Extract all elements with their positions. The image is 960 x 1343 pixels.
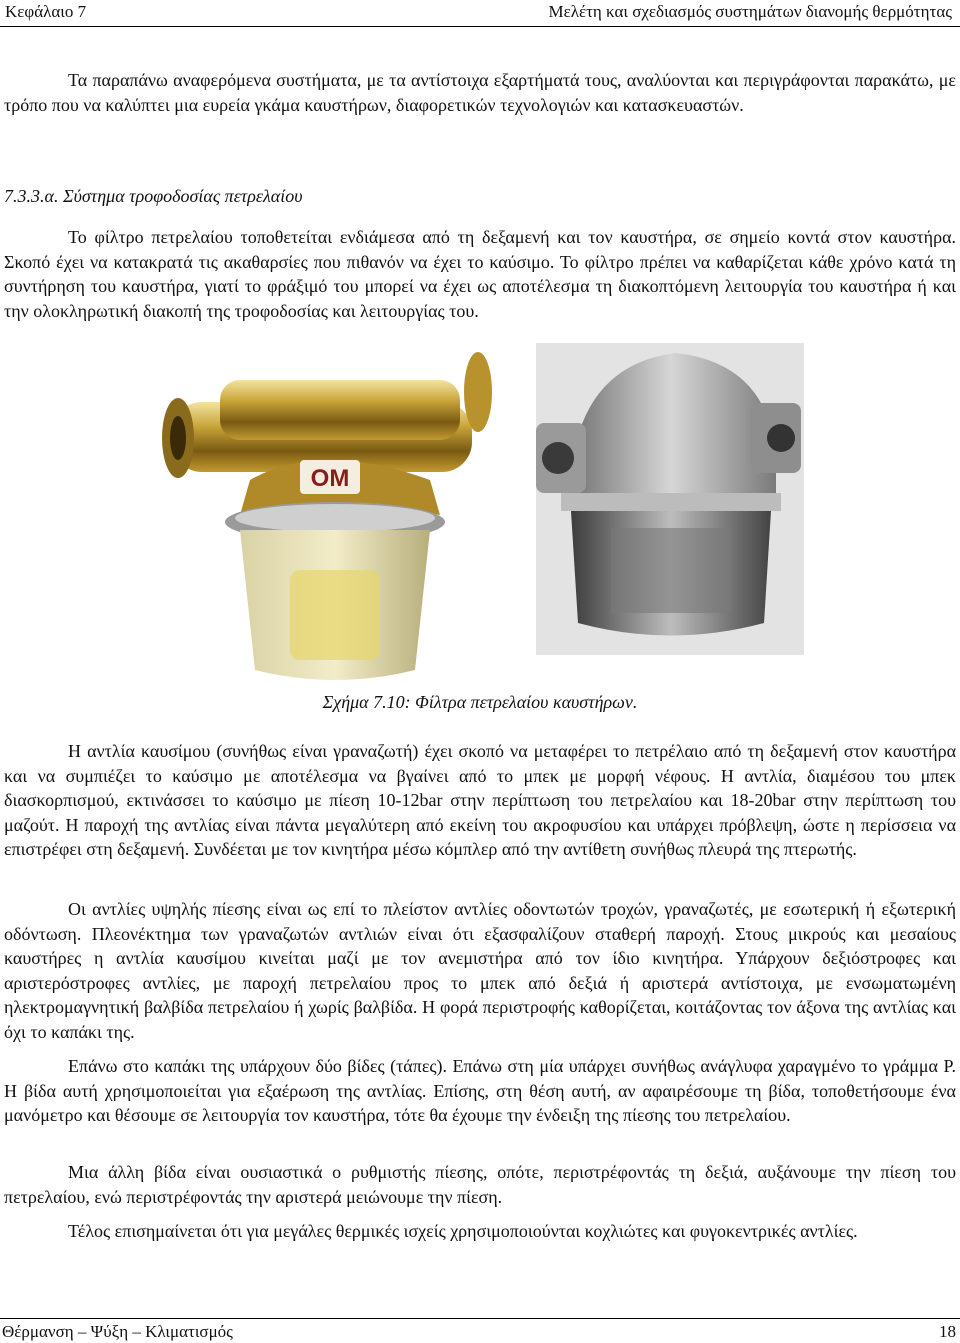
section-title: Σύστημα τροφοδοσίας πετρελαίου xyxy=(62,186,303,206)
page-header xyxy=(5,2,952,24)
section-number: 7.3.3.α. xyxy=(4,186,59,206)
pressure-regulator-paragraph: Μια άλλη βίδα είναι ουσιαστικά ο ρυθμιστής πίεσης, οπότε, περιστρέφοντάς τη δεξιά, αυξάνουμε την πίεση του πετρελαίου, ενώ περιστρέφοντάς την αριστερά μειώνουμε την πίεση. xyxy=(4,1162,956,1207)
chapter-label: Κεφάλαιο 7 xyxy=(5,2,87,21)
filter-logo: OM xyxy=(310,465,350,492)
header-divider xyxy=(0,26,960,27)
running-title: Μελέτη και σχεδιασμός συστημάτων διανομής θερμότητας xyxy=(548,2,952,21)
filter-paragraph: Το φίλτρο πετρελαίου τοποθετείται ενδιάμεσα από τη δεξαμενή και τον καυστήρα, σε σημείο κοντά στον καυστήρα. Σκοπό έχει να κατακρατά τις ακαθαρσίες που πιθανόν να έχει το καύσιμο. Το φίλτρο πρέπει να καθαρίζεται κάθε χρόνο κατά τη συντήρηση του καυστήρα, γιατί το φράξιμό του μπορεί να έχει ως αποτέλεσμα τη διακοπτόμενη λειτουργία του καυστήρα ή και την ολοκληρωτική διακοπή της τροφοδοσίας και λειτουργίας του. xyxy=(4,227,956,321)
figure-caption-text: : Φίλτρα πετρελαίου καυστήρων. xyxy=(404,692,638,712)
pump-types-paragraph: Οι αντλίες υψηλής πίεσης είναι ως επί το πλείστον αντλίες οδοντωτών τροχών, γραναζωτές, με εσωτερική ή εξωτερική οδόντωση. Πλεονέκτημα των γραναζωτών αντλιών είναι ότι εξασφαλίζουν σταθερή παροχή. Στους μικρούς και μεσαίους καυστήρες η αντλία καυσίμου κινείται μαζί με τον ανεμιστήρα από τον ίδιο κινητήρα. Υπάρχουν δεξιόστροφες και αριστερόστροφες αντλίες, με παροχή πετρελαίου προς το μπεκ από δεξιά ή αριστερά αντίστοιχα, με ενσωματωμένη ηλεκτρομαγνητική βαλβίδα πετρελαίου ή χωρίς βαλβίδα. Η φορά περιστροφής καθορίζεται, κοιτάζοντας τον άξονα της αντλίας και όχι το καπάκι της. xyxy=(4,899,956,1042)
figure-caption xyxy=(0,692,960,713)
brass-oil-filter-photo xyxy=(160,340,495,685)
grey-oil-filter-photo xyxy=(536,343,804,655)
page-number: 18 xyxy=(939,1322,956,1341)
section-heading xyxy=(4,186,302,207)
page-footer xyxy=(2,1322,956,1342)
footer-divider xyxy=(0,1318,960,1319)
figure-label: Σχήμα 7.10 xyxy=(322,692,405,712)
closing-paragraph: Τέλος επισημαίνεται ότι για μεγάλες θερμικές ισχείς χρησιμοποιούνται κοχλιώτες και φυγοκεντρικές αντλίες. xyxy=(68,1221,858,1241)
pump-paragraph: Η αντλία καυσίμου (συνήθως είναι γραναζωτή) έχει σκοπό να μεταφέρει το πετρέλαιο από τη δεξαμενή στον καυστήρα και να συμπιέζει το καύσιμο με αποτέλεσμα να βγαίνει από το μπεκ με μορφή νέφους. Η αντλία, διαμέσου του μπεκ διασκορπισμού, εκτινάσσει το καύσιμο με πίεση 10-12bar στην περίπτωση του πετρελαίου και 18-20bar στην περίπτωση του μαζούτ. Η παροχή της αντλίας είναι πάντα μεγαλύτερη από εκείνη του ακροφυσίου και υπάρχει πρόβλεψη, ώστε η περίσσεια να επιστρέφει στη δεξαμενή. Συνδέεται με τον κινητήρα μέσω κόμπλερ από την αντίθετη συνήθως πλευρά της πτερωτής. xyxy=(4,741,956,860)
intro-paragraph: Τα παραπάνω αναφερόμενα συστήματα, με τα αντίστοιχα εξαρτήματά τους, αναλύονται και περιγράφονται παρακάτω, με τρόπο που να καλύπτει μια ευρεία γκάμα καυστήρων, διαφορετικών τεχνολογιών και κατασκευαστών. xyxy=(4,70,956,115)
pump-screws-paragraph: Επάνω στο καπάκι της υπάρχουν δύο βίδες (τάπες). Επάνω στη μία υπάρχει συνήθως ανάγλυφα χαραγμένο το γράμμα P. Η βίδα αυτή χρησιμοποιείται για εξαέρωση της αντλίας. Επίσης, στη θέση αυτή, αν αφαιρέσουμε τη βίδα, τοποθετήσουμε ένα μανόμετρο και θέσουμε σε λειτουργία τον καυστήρα, τότε θα έχουμε την ένδειξη της πίεσης του πετρελαίου. xyxy=(4,1056,956,1126)
footer-title: Θέρμανση – Ψύξη – Κλιματισμός xyxy=(2,1322,233,1341)
